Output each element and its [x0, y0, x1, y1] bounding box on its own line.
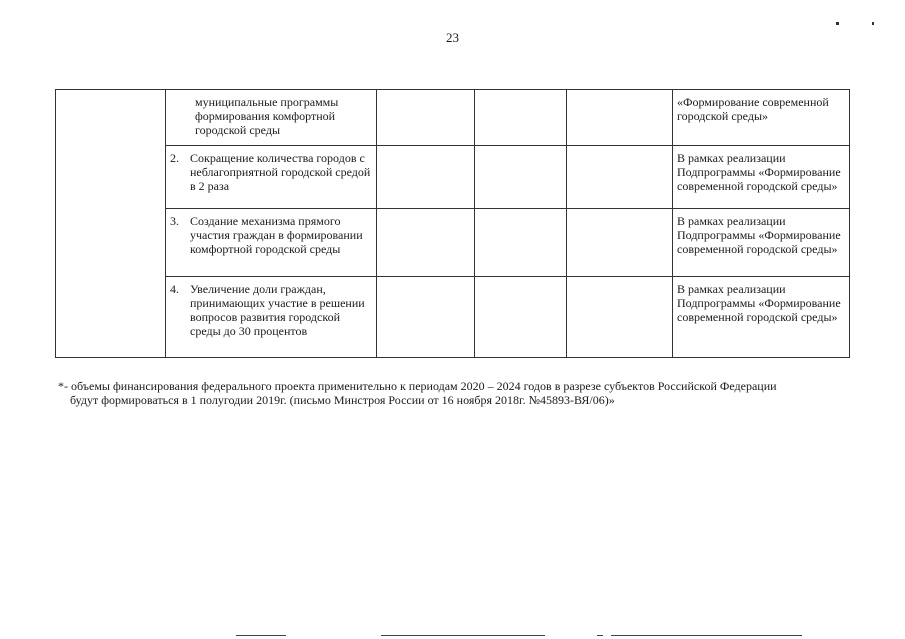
footnote [58, 379, 848, 407]
empty-cell [377, 146, 475, 209]
note-text: «Формирование современной городской среды» [677, 95, 829, 123]
empty-cell [567, 90, 673, 146]
empty-cell [475, 90, 567, 146]
empty-cell [475, 277, 567, 358]
empty-cell [475, 209, 567, 277]
task-cell [166, 277, 377, 358]
empty-cell [377, 277, 475, 358]
empty-cell [567, 277, 673, 358]
scan-artifact-line [611, 635, 802, 636]
note-text: В рамках реализации Подпрограммы «Формирование современной городской среды» [677, 214, 841, 256]
task-cell [166, 209, 377, 277]
note-cell [673, 209, 850, 277]
empty-cell [567, 209, 673, 277]
table-row [56, 90, 850, 146]
scan-artifact-line [236, 635, 286, 636]
note-text: В рамках реализации Подпрограммы «Формирование современной городской среды» [677, 282, 841, 324]
scan-artifact-line [381, 635, 545, 636]
program-table [55, 89, 850, 358]
item-number: 3. [170, 214, 179, 228]
table-row [56, 277, 850, 358]
item-number: 4. [170, 282, 179, 296]
note-cell [673, 90, 850, 146]
empty-cell [377, 90, 475, 146]
task-text: Создание механизма прямого участия граждан в формировании комфортной городской среды [190, 214, 363, 256]
task-text: Увеличение доли граждан, принимающих участие в решении вопросов развития городской среды до 30 процентов [190, 282, 365, 338]
empty-cell [567, 146, 673, 209]
empty-cell [475, 146, 567, 209]
note-text: В рамках реализации Подпрограммы «Формирование современной городской среды» [677, 151, 841, 193]
empty-cell [377, 209, 475, 277]
footnote-line-1: *- объемы финансирования федерального проекта применительно к периодам 2020 – 2024 годов в разрезе субъектов Российской Федерации [58, 379, 777, 393]
item-number: 2. [170, 151, 179, 165]
scan-artifact-line [597, 635, 603, 636]
table-row [56, 146, 850, 209]
table-row [56, 209, 850, 277]
task-cell [166, 146, 377, 209]
note-cell [673, 277, 850, 358]
footnote-line-2: будут формироваться в 1 полугодии 2019г. (письмо Минстроя России от 16 ноября 2018г. №45893-ВЯ/06)» [70, 393, 615, 407]
task-text: муниципальные программы формирования комфортной городской среды [195, 95, 339, 137]
scan-artifact-dot [872, 22, 874, 25]
task-text: Сокращение количества городов с неблагоприятной городской средой в 2 раза [190, 151, 371, 193]
task-cell [166, 90, 377, 146]
page-number: 23 [446, 30, 459, 45]
merged-cell [56, 90, 166, 358]
note-cell [673, 146, 850, 209]
scan-artifact-dot [836, 22, 839, 25]
